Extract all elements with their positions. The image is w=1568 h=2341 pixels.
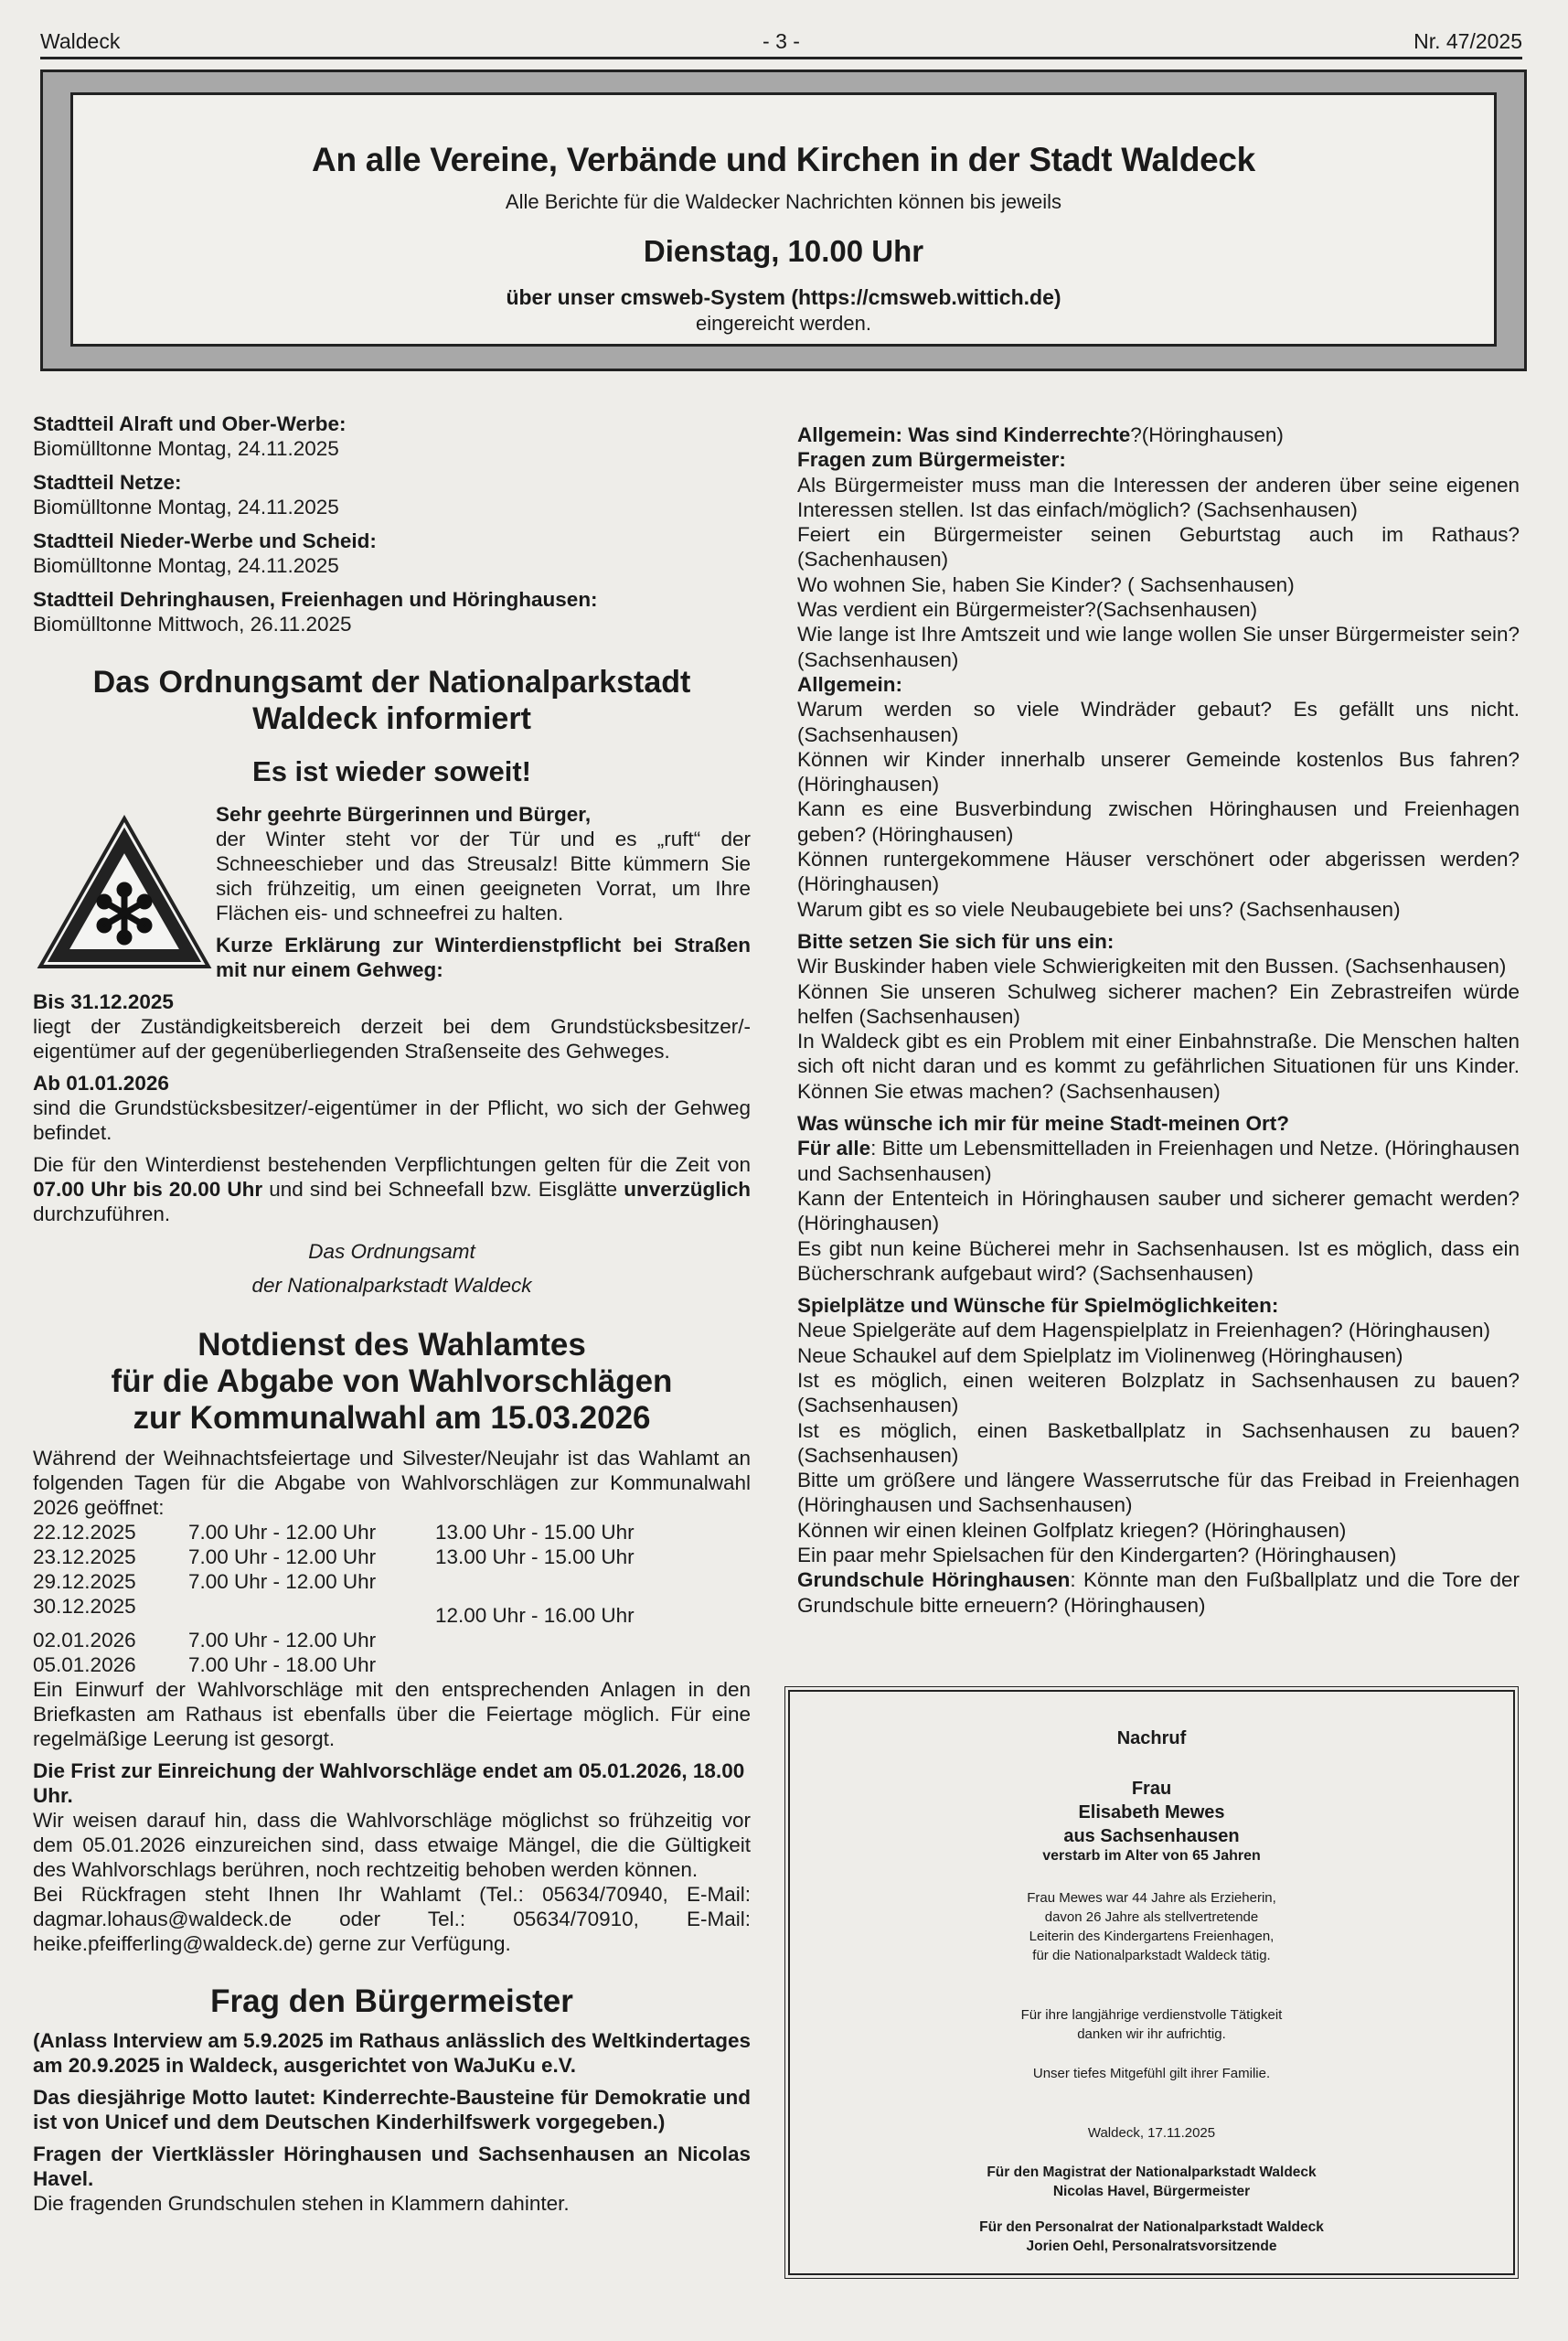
frag-occasion: (Anlass Interview am 5.9.2025 im Rathaus anlässlich des Weltkindertages am 20.9.2025 in Waldeck, ausgerichtet von WaJuKu e.V. [33, 2029, 751, 2077]
wish-all-text: : Bitte um Lebensmittelladen in Freienhagen und Netze. (Höringhausen und Sachsenhausen) [797, 1137, 1520, 1185]
until-label: Bis 31.12.2025 [33, 990, 174, 1013]
mailbox-note: Ein Einwurf der Wahlvorschläge mit den entsprechenden Anlagen in den Briefkasten am Rathaus ist ebenfalls über die Feiertage möglich. Für eine regelmäßige Leerung ist gesorgt. [33, 1678, 751, 1750]
district-name: Stadtteil Nieder-Werbe und Scheid: [33, 529, 377, 552]
signature-line: der Nationalparkstadt Waldeck [251, 1274, 532, 1297]
advice-text: Wir weisen darauf hin, dass die Wahlvorschläge möglichst so frühzeitig vor dem 05.01.2026 einzureichen sind, dass etwaige Mängel, die die Gültigkeit des Wahlvorschlags berühren, noch rechtzeitig behoben werden können. [33, 1809, 751, 1881]
school-question [797, 1567, 1520, 1618]
obituary-place-date: Waldeck, 17.11.2025 [1087, 2125, 1216, 2141]
frag-note: Die fragenden Grundschulen stehen in Klammern dahinter. [33, 2192, 570, 2215]
school-label: Grundschule Höringhausen [797, 1568, 1071, 1592]
title-line: Notdienst des Wahlamtes [197, 1327, 586, 1363]
obituary-signature-magistrat [790, 2163, 1513, 2201]
page-number: - 3 - [763, 29, 800, 53]
schedule-morning: 7.00 Uhr - 12.00 Uhr [188, 1570, 377, 1593]
duty-urgent: unverzüglich [624, 1178, 752, 1201]
schedule-morning: 7.00 Uhr - 12.00 Uhr [188, 1545, 377, 1568]
obituary-heading: Nachruf [1116, 1728, 1187, 1748]
question-kinderrechte [797, 422, 1520, 447]
question-item: Was verdient ein Bürgermeister?(Sachsenhausen) [797, 598, 1258, 622]
general-heading: Allgemein: [797, 672, 903, 696]
collection-date: Biomülltonne Montag, 24.11.2025 [33, 554, 339, 577]
question-item: Können Sie unseren Schulweg sicherer machen? Ein Zebrastreifen würde helfen (Sachsenhausen) [797, 979, 1520, 1028]
schedule-afternoon [435, 1652, 655, 1677]
wahlamt-intro: Während der Weihnachtsfeiertage und Silvester/Neujahr ist das Wahlamt an folgenden Tagen für die Abgabe von Wahlvorschlägen zur Kommunalwahl 2026 geöffnet: [33, 1447, 751, 1519]
banner-closing: eingereicht werden. [695, 312, 871, 335]
schedule-afternoon [435, 1628, 655, 1652]
question-source: ?(Höringhausen) [1130, 423, 1284, 446]
collection-date: Biomülltonne Montag, 24.11.2025 [33, 437, 339, 460]
obituary-box [788, 1690, 1515, 2275]
intro-text: der Winter steht vor der Tür und es „ruft“ der Schneeschieber und das Streusalz! Bitte kümmern Sie sich frühzeitig, um einen geeigneten Vorrat, um Ihre Flächen eis- und schneefrei zu halten. [216, 828, 751, 925]
question-item: Können wir einen kleinen Golfplatz kriegen? (Höringhausen) [797, 1518, 1347, 1542]
schedule-morning: 7.00 Uhr - 12.00 Uhr [188, 1521, 377, 1544]
schedule-date: 02.01.2026 [33, 1629, 136, 1652]
question-item: Können wir Kinder innerhalb unserer Gemeinde kostenlos Bus fahren? (Höringhausen) [797, 747, 1520, 796]
biomuell-schedule [33, 412, 751, 636]
issue-number: Nr. 47/2025 [1413, 29, 1522, 53]
header-rule [40, 57, 1522, 59]
question-item: Als Bürgermeister muss man die Interessen der anderen über seine eigenen Interessen stellen. Ist das einfach/möglich? (Sachsenhausen) [797, 473, 1520, 521]
snowflake-warning-sign-icon [33, 811, 216, 976]
thanks-line: danken wir ihr aufrichtig. [1077, 2026, 1226, 2042]
schedule-morning: 7.00 Uhr - 18.00 Uhr [188, 1653, 377, 1676]
obituary-age: verstarb im Alter von 65 Jahren [1042, 1848, 1261, 1864]
explain-heading: Kurze Erklärung zur Winterdienstpflicht bei Straßen mit nur einem Gehweg: [216, 934, 751, 981]
frag-motto: Das diesjährige Motto lautet: Kinderrechte-Bausteine für Demokratie und ist von Unicef und dem Deutschen Kinderhilfswerk vorgegeben.) [33, 2086, 751, 2133]
duty-post: durchzuführen. [33, 1203, 171, 1225]
school-text: : Könnte man den Fußballplatz und die Tore der Grundschule bitte erneuern? (Höringhausen) [797, 1568, 1520, 1617]
schedule-morning [188, 1594, 435, 1628]
question-item: Warum gibt es so viele Neubaugebiete bei uns? (Sachsenhausen) [797, 897, 1401, 921]
obituary-bio [790, 1888, 1513, 1965]
obituary-signature-personalrat [790, 2218, 1513, 2256]
bio-line: Frau Mewes war 44 Jahre als Erzieherin, [1027, 1890, 1276, 1906]
bio-line: für die Nationalparkstadt Waldeck tätig. [1032, 1948, 1271, 1963]
support-heading: Bitte setzen Sie sich für uns ein: [797, 929, 1115, 953]
banner-subtitle: Alle Berichte für die Waldecker Nachrichten können bis jeweils [505, 190, 1062, 213]
signature-line: Nicolas Havel, Bürgermeister [1052, 2184, 1251, 2199]
wish-heading: Was wünsche ich mir für meine Stadt-meinen Ort? [797, 1112, 1290, 1136]
signature-line: Für den Personalrat der Nationalparkstadt Waldeck [979, 2219, 1324, 2235]
question-item: Können runtergekommene Häuser verschönert oder abgerissen werden? (Höringhausen) [797, 848, 1520, 896]
district-name: Stadtteil Netze: [33, 471, 182, 494]
question-item: Kann es eine Busverbindung zwischen Höringhausen und Freienhagen geben? (Höringhausen) [797, 797, 1520, 846]
schedule-afternoon [435, 1569, 655, 1594]
bio-line: davon 26 Jahre als stellvertretende [1044, 1909, 1259, 1925]
obituary-name-block [790, 1777, 1513, 1848]
opening-hours-table [33, 1520, 751, 1677]
ordnungsamt-subtitle: Es ist wieder soweit! [252, 755, 531, 787]
frag-questions-by: Fragen der Viertklässler Höringhausen und Sachsenhausen an Nicolas Havel. [33, 2143, 751, 2190]
question-item: Neue Spielgeräte auf dem Hagenspielplatz in Freienhagen? (Höringhausen) [797, 1319, 1490, 1342]
winter-text [216, 802, 751, 982]
question-item: Kann der Ententeich in Höringhausen sauber und sicherer gemacht werden? (Höringhausen) [797, 1186, 1520, 1235]
question-label: Allgemein: Was sind Kinderrechte [797, 423, 1131, 446]
wish-all [797, 1136, 1520, 1186]
signature-line: Für den Magistrat der Nationalparkstadt Waldeck [987, 2165, 1317, 2180]
obituary-salutation: Frau [1131, 1779, 1172, 1799]
question-item: Bitte um größere und längere Wasserrutsche für das Freibad in Freienhagen (Höringhausen und Sachsenhausen) [797, 1469, 1520, 1517]
question-item: Wie lange ist Ihre Amtszeit und wie lange wollen Sie unser Bürgermeister sein?(Sachsenhausen) [797, 623, 1520, 671]
question-item: Ein paar mehr Spielsachen für den Kindergarten? (Höringhausen) [797, 1544, 1397, 1567]
bio-line: Leiterin des Kindergartens Freienhagen, [1029, 1929, 1275, 1944]
collection-date: Biomülltonne Mittwoch, 26.11.2025 [33, 613, 352, 636]
right-column [797, 422, 1520, 1618]
ordnungsamt-article [33, 664, 751, 1298]
banner-inner [70, 92, 1497, 347]
question-item: Es gibt nun keine Bücherei mehr in Sachsenhausen. Ist es möglich, dass ein Bücherschrank aufgebaut wird? (Sachsenhausen) [797, 1236, 1520, 1285]
question-item: Wir Buskinder haben viele Schwierigkeiten mit den Bussen. (Sachsenhausen) [797, 955, 1507, 978]
title-line: zur Kommunalwahl am 15.03.2026 [133, 1400, 651, 1436]
title-line: Das Ordnungsamt der Nationalparkstadt [92, 665, 691, 700]
wahlamt-article [33, 1327, 751, 1956]
schedule-date: 29.12.2025 [33, 1570, 136, 1593]
schedule-morning: 7.00 Uhr - 12.00 Uhr [188, 1629, 377, 1652]
greeting: Sehr geehrte Bürgerinnen und Bürger, [216, 803, 592, 826]
schedule-date: 30.12.2025 [33, 1595, 136, 1618]
obituary-origin: aus Sachsenhausen [1063, 1826, 1240, 1846]
thanks-line: Für ihre langjährige verdienstvolle Tätigkeit [1020, 2007, 1283, 2023]
left-column [33, 412, 751, 2216]
biomuell-item [33, 587, 751, 636]
obituary-name: Elisabeth Mewes [1078, 1802, 1225, 1823]
duty-mid: und sind bei Schneefall bzw. Eisglätte [262, 1178, 624, 1201]
biomuell-item [33, 470, 751, 519]
schedule-afternoon: 13.00 Uhr - 15.00 Uhr [435, 1521, 635, 1544]
from-text: sind die Grundstücksbesitzer/-eigentümer in der Pflicht, wo sich der Gehweg befindet. [33, 1096, 751, 1144]
district-name: Stadtteil Alraft und Ober-Werbe: [33, 412, 347, 435]
schedule-date: 22.12.2025 [33, 1521, 136, 1544]
obituary-condolence: Unser tiefes Mitgefühl gilt ihrer Familie. [1032, 2066, 1271, 2081]
schedule-date: 05.01.2026 [33, 1653, 136, 1676]
banner-title: An alle Vereine, Verbände und Kirchen in der Stadt Waldeck [312, 141, 1255, 178]
deadline-note: Die Frist zur Einreichung der Wahlvorschläge endet am 05.01.2026, 18.00 Uhr. [33, 1759, 745, 1807]
schedule-afternoon: 13.00 Uhr - 15.00 Uhr [435, 1545, 635, 1568]
question-item: Feiert ein Bürgermeister seinen Geburtstag auch im Rathaus? (Sachenhausen) [797, 523, 1520, 572]
page-header [40, 29, 1522, 57]
wish-all-label: Für alle [797, 1137, 871, 1160]
biomuell-item [33, 529, 751, 578]
frag-article [33, 1983, 751, 2216]
from-label: Ab 01.01.2026 [33, 1072, 169, 1095]
publication-name: Waldeck [40, 29, 121, 53]
question-item: Wo wohnen Sie, haben Sie Kinder? ( Sachsenhausen) [797, 572, 1295, 596]
biomuell-item [33, 412, 751, 461]
signature-line: Das Ordnungsamt [308, 1240, 475, 1263]
until-text: liegt der Zuständigkeitsbereich derzeit bei dem Grundstücksbesitzer/-eigentümer auf der gegenüberliegenden Straßenseite des Gehweges. [33, 1015, 751, 1063]
wahlamt-title [33, 1327, 751, 1437]
collection-date: Biomülltonne Montag, 24.11.2025 [33, 496, 339, 518]
question-item: Warum werden so viele Windräder gebaut? Es gefällt uns nicht. (Sachsenhausen) [797, 698, 1520, 746]
duty-time: 07.00 Uhr bis 20.00 Uhr [33, 1178, 263, 1201]
duty-text [33, 1152, 751, 1226]
schedule-afternoon: 12.00 Uhr - 16.00 Uhr [435, 1604, 635, 1627]
frag-title: Frag den Bürgermeister [210, 1983, 573, 2019]
play-heading: Spielplätze und Wünsche für Spielmöglichkeiten: [797, 1294, 1279, 1318]
schedule-date: 23.12.2025 [33, 1545, 136, 1568]
district-name: Stadtteil Dehringhausen, Freienhagen und Höringhausen: [33, 588, 598, 611]
winter-intro [33, 802, 751, 982]
question-item: In Waldeck gibt es ein Problem mit einer Einbahnstraße. Die Menschen halten sich oft nicht daran und es kommt zu gefährlichen Situationen für uns Kinder. Können Sie etwas machen? (Sachsenhausen) [797, 1030, 1520, 1103]
title-line: für die Abgabe von Wahlvorschlägen [111, 1363, 673, 1399]
question-item: Ist es möglich, einen Basketballplatz in Sachsenhausen zu bauen? (Sachsenhausen) [797, 1418, 1520, 1467]
banner-cms-link[interactable]: über unser cmsweb-System (https://cmsweb.wittich.de) [506, 285, 1061, 309]
banner-deadline: Dienstag, 10.00 Uhr [643, 234, 924, 268]
obituary-thanks [790, 2005, 1513, 2044]
contact-text[interactable]: Bei Rückfragen steht Ihnen Ihr Wahlamt (Tel.: 05634/70940, E-Mail: dagmar.lohaus@waldeck.de oder Tel.: 05634/70910, E-Mail: heike.pfeifferling@waldeck.de) gerne zur Verfügung. [33, 1883, 751, 1955]
mayor-heading: Fragen zum Bürgermeister: [797, 448, 1066, 472]
question-item: Neue Schaukel auf dem Spielplatz im Violinenweg (Höringhausen) [797, 1343, 1403, 1367]
title-line: Waldeck informiert [252, 701, 531, 736]
submission-deadline-banner [40, 69, 1527, 371]
question-item: Ist es möglich, einen weiteren Bolzplatz in Sachsenhausen zu bauen? (Sachsenhausen) [797, 1368, 1520, 1417]
ordnungsamt-title [33, 664, 751, 737]
signature-line: Jorien Oehl, Personalratsvorsitzende [1026, 2239, 1277, 2254]
duty-pre: Die für den Winterdienst bestehenden Verpflichtungen gelten für die Zeit von [33, 1153, 751, 1176]
